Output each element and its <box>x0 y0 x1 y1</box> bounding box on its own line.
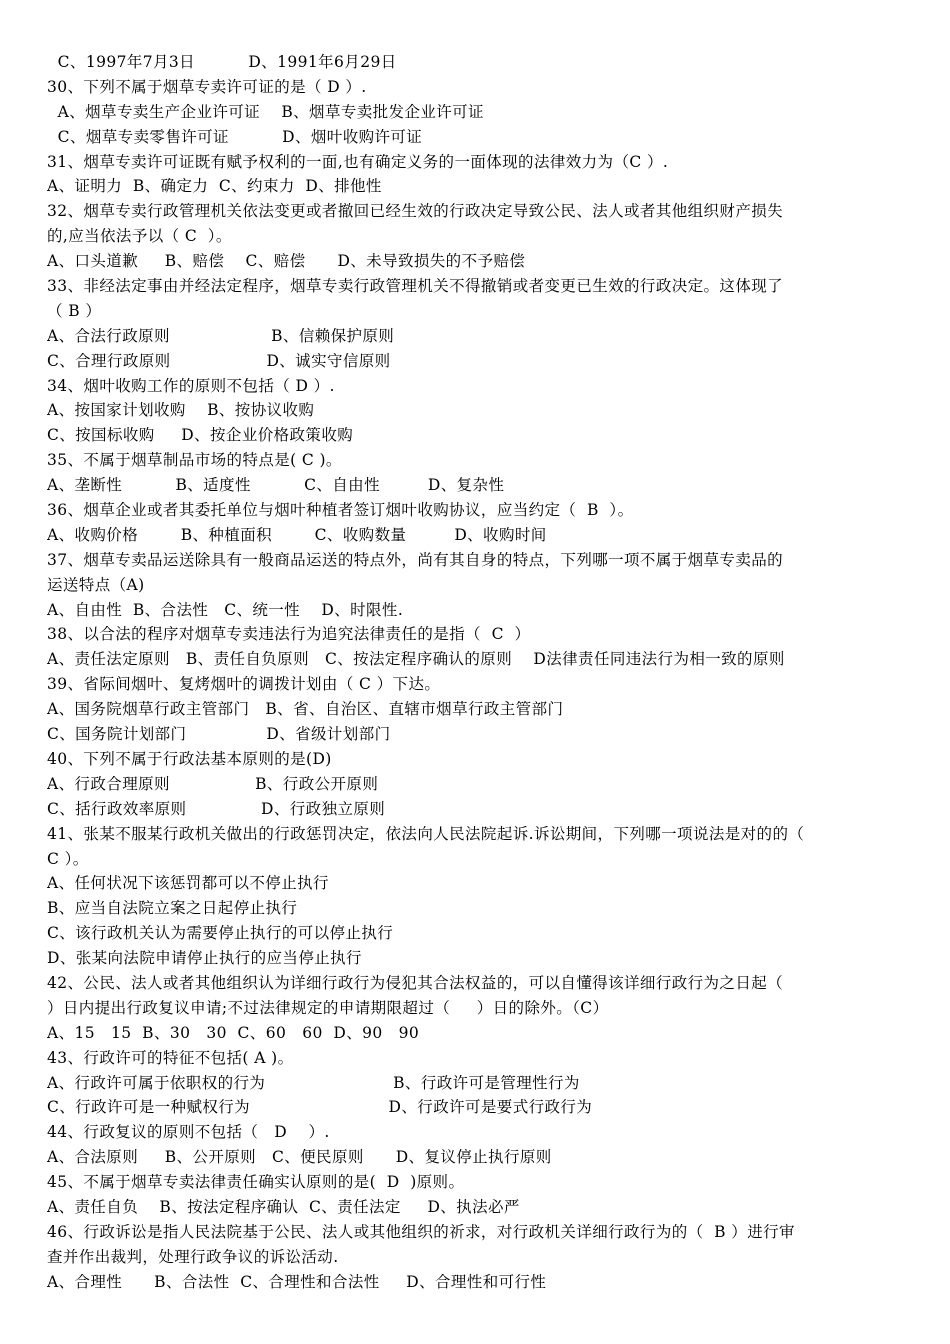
option-line: C、括行政效率原则 D、行政独立原则 <box>47 799 386 818</box>
question-46-continued: 查并作出裁判，处理行政争议的诉讼活动. <box>47 1247 339 1266</box>
question-40: 40、下列不属于行政法基本原则的是(D) <box>47 749 332 768</box>
option-line: A、垄断性 B、适度性 C、自由性 D、复杂性 <box>47 476 505 495</box>
option-line: B、应当自法院立案之日起停止执行 <box>47 899 298 918</box>
question-34: 34、烟叶收购工作的原则不包括（ D ）. <box>47 376 335 395</box>
option-line: A、按国家计划收购 B、按协议收购 <box>47 401 315 420</box>
option-line: C、合理行政原则 D、诚实守信原则 <box>47 351 391 370</box>
option-line: A、15 15 B、30 30 C、60 60 D、90 90 <box>47 1023 420 1042</box>
option-line: A、责任自负 B、按法定程序确认 C、责任法定 D、执法必严 <box>47 1197 520 1216</box>
question-37-continued: 运送特点（A) <box>47 575 145 594</box>
question-39: 39、省际间烟叶、复烤烟叶的调拨计划由（ C ）下达。 <box>47 675 441 694</box>
question-44: 44、行政复议的原则不包括（ D ）. <box>47 1123 330 1142</box>
question-43: 43、行政许可的特征不包括( A )。 <box>47 1048 294 1067</box>
question-30: 30、下列不属于烟草专卖许可证的是（ D ）. <box>47 77 367 96</box>
question-36: 36、烟草企业或者其委托单位与烟叶种植者签订烟叶收购协议，应当约定（ B ）。 <box>47 501 634 520</box>
question-41-continued: C ）。 <box>47 849 89 868</box>
question-32: 32、烟草专卖行政管理机关依法变更或者撤回已经生效的行政决定导致公民、法人或者其他组织财产损失 <box>47 202 784 221</box>
question-33: 33、非经法定事由并经法定程序，烟草专卖行政管理机关不得撤销或者变更已生效的行政决定。这体现了 <box>47 277 784 296</box>
option-line: C、国务院计划部门 D、省级计划部门 <box>47 725 391 744</box>
option-line: A、自由性 B、合法性 C、统一性 D、时限性. <box>47 600 404 619</box>
question-42: 42、公民、法人或者其他组织认为详细行政行为侵犯其合法权益的，可以自懂得该详细行政行为之日起（ <box>47 973 784 992</box>
option-line: A、行政合理原则 B、行政公开原则 <box>47 774 379 793</box>
question-46: 46、行政诉讼是指人民法院基于公民、法人或其他组织的祈求，对行政机关详细行政行为的（ B ）进行审 <box>47 1222 795 1241</box>
option-line: A、收购价格 B、种植面积 C、收购数量 D、收购时间 <box>47 525 547 544</box>
option-line: C、该行政机关认为需要停止执行的可以停止执行 <box>47 924 394 943</box>
question-31: 31、烟草专卖许可证既有赋予权利的一面,也有确定义务的一面体现的法律效力为（C ）. <box>47 152 669 171</box>
option-line: D、张某向法院申请停止执行的应当停止执行 <box>47 949 362 968</box>
option-line: A、证明力 B、确定力 C、约束力 D、排他性 <box>47 177 382 196</box>
option-line: A、责任法定原则 B、责任自负原则 C、按法定程序确认的原则 D法律责任同违法行为相一致的原则 <box>47 650 785 669</box>
option-line: C、按国标收购 D、按企业价格政策收购 <box>47 426 354 445</box>
option-line: C、烟草专卖零售许可证 D、烟叶收购许可证 <box>47 127 423 146</box>
option-line: A、任何状况下该惩罚都可以不停止执行 <box>47 874 329 893</box>
question-32-continued: 的,应当依法予以（ C ）。 <box>47 227 232 246</box>
option-line: C、1997年7月3日 D、1991年6月29日 <box>47 53 397 71</box>
option-line: A、合理性 B、合法性 C、合理性和合法性 D、合理性和可行性 <box>47 1272 547 1291</box>
option-line: A、烟草专卖生产企业许可证 B、烟草专卖批发企业许可证 <box>47 102 484 121</box>
question-35: 35、不属于烟草制品市场的特点是( C )。 <box>47 451 342 470</box>
option-line: A、国务院烟草行政主管部门 B、省、自治区、直辖市烟草行政主管部门 <box>47 700 564 719</box>
option-line: A、合法原则 B、公开原则 C、便民原则 D、复议停止执行原则 <box>47 1148 552 1167</box>
question-41: 41、张某不服某行政机关做出的行政惩罚决定，依法向人民法院起诉.诉讼期间，下列哪一项说法是对的的（ <box>47 824 805 843</box>
question-45: 45、不属于烟草专卖法律责任确实认原则的是( D )原则。 <box>47 1173 465 1192</box>
question-42-continued: ）日内提出行政复议申请;不过法律规定的申请期限超过（ ）日的除外。（C） <box>47 998 609 1017</box>
option-line: A、口头道歉 B、赔偿 C、赔偿 D、未导致损失的不予赔偿 <box>47 252 526 271</box>
option-line: A、合法行政原则 B、信赖保护原则 <box>47 326 395 345</box>
option-line: A、行政许可属于依职权的行为 B、行政许可是管理性行为 <box>47 1073 580 1092</box>
question-33-continued: （ B ） <box>47 301 102 320</box>
question-38: 38、以合法的程序对烟草专卖违法行为追究法律责任的是指（ C ） <box>47 625 531 644</box>
question-list <box>47 50 907 1295</box>
option-line: C、行政许可是一种赋权行为 D、行政许可是要式行政行为 <box>47 1098 593 1117</box>
question-37: 37、烟草专卖品运送除具有一般商品运送的特点外，尚有其自身的特点，下列哪一项不属于烟草专卖品的 <box>47 550 784 569</box>
